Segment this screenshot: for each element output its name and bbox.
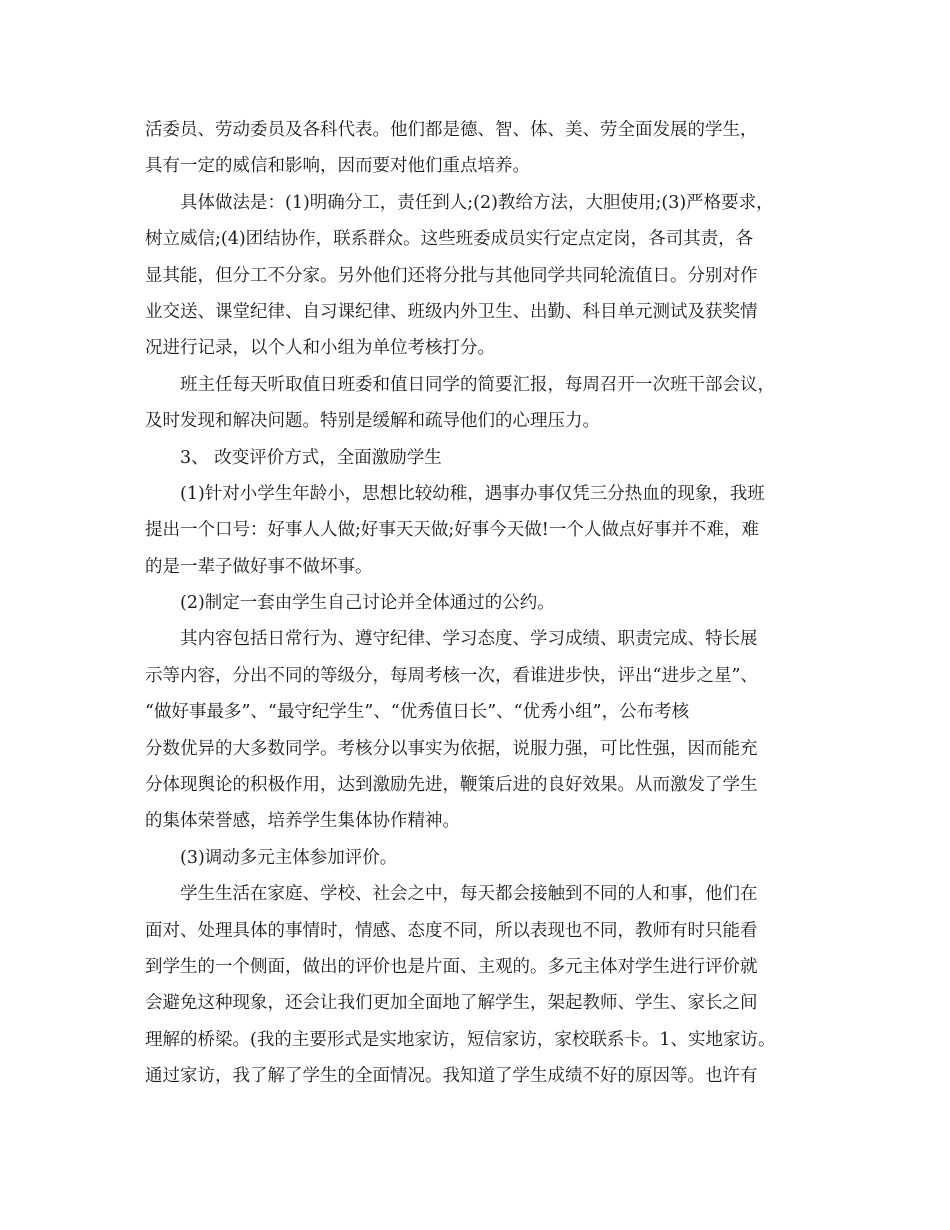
- text-line: 学生生活在家庭、学校、社会之中，每天都会接触到不同的人和事，他们在: [180, 884, 758, 905]
- text-line: 面对、处理具体的事情时，情感、态度不同，所以表现也不同，教师有时只能看: [145, 920, 758, 941]
- text-line: 树立威信;(4)团结协作，联系群众。这些班委成员实行定点定岗，各司其责，各: [145, 229, 754, 250]
- text-line: 理解的桥梁。(我的主要形式是实地家访，短信家访，家校联系卡。1、实地家访。: [145, 1029, 776, 1050]
- text-line: 具体做法是：(1)明确分工，责任到人;(2)教给方法，大胆使用;(3)严格要求，: [180, 192, 774, 213]
- text-line: 会避免这种现象，还会让我们更加全面地了解学生，架起教师、学生、家长之间: [145, 993, 758, 1014]
- text-line: 的集体荣誉感，培养学生集体协作精神。: [145, 811, 460, 832]
- text-line: 班主任每天听取值日班委和值日同学的简要汇报，每周召开一次班干部会议，: [180, 374, 775, 395]
- text-line: “做好事最多”、“最守纪学生”、“优秀值日长”、“优秀小组”，公布考核: [145, 702, 690, 723]
- text-line: 的是一辈子做好事不做坏事。: [145, 556, 373, 577]
- text-line: 示等内容，分出不同的等级分，每周考核一次，看谁进步快，评出“进步之星”、: [145, 665, 758, 686]
- text-line: (1)针对小学生年龄小，思想比较幼稚，遇事办事仅凭三分热血的现象，我班: [180, 483, 765, 504]
- text-line: (3)调动多元主体参加评价。: [180, 847, 398, 868]
- text-line: 活委员、劳动委员及各科代表。他们都是德、智、体、美、劳全面发展的学生，: [145, 120, 758, 140]
- text-line: 到学生的一个侧面，做出的评价也是片面、主观的。多元主体对学生进行评价就: [145, 956, 758, 977]
- section-heading: 3、 改变评价方式，全面激励学生: [180, 447, 442, 468]
- text-line: 具有一定的威信和影响，因而要对他们重点培养。: [145, 156, 530, 177]
- text-line: 及时发现和解决问题。特别是缓解和疏导他们的心理压力。: [145, 411, 600, 432]
- text-line: 业交送、课堂纪律、自习课纪律、班级内外卫生、出勤、科目单元测试及获奖情: [145, 301, 758, 322]
- text-line: 况进行记录，以个人和小组为单位考核打分。: [145, 338, 495, 359]
- text-line: 其内容包括日常行为、遵守纪律、学习态度、学习成绩、职责完成、特长展: [180, 629, 758, 650]
- body-text: [145, 112, 815, 1095]
- text-line: 分体现舆论的积极作用，达到激励先进，鞭策后进的良好效果。从而激发了学生: [145, 775, 758, 796]
- text-line: 分数优异的大多数同学。考核分以事实为依据，说服力强，可比性强，因而能充: [145, 738, 758, 759]
- text-line: 通过家访，我了解了学生的全面情况。我知道了学生成绩不好的原因等。也许有: [145, 1066, 758, 1087]
- text-line: 显其能，但分工不分家。另外他们还将分批与其他同学共同轮流值日。分别对作: [145, 265, 758, 286]
- text-line: 提出一个口号：好事人人做;好事天天做;好事今天做!一个人做点好事并不难，难: [145, 520, 759, 541]
- text-line: (2)制定一套由学生自己讨论并全体通过的公约。: [180, 593, 555, 614]
